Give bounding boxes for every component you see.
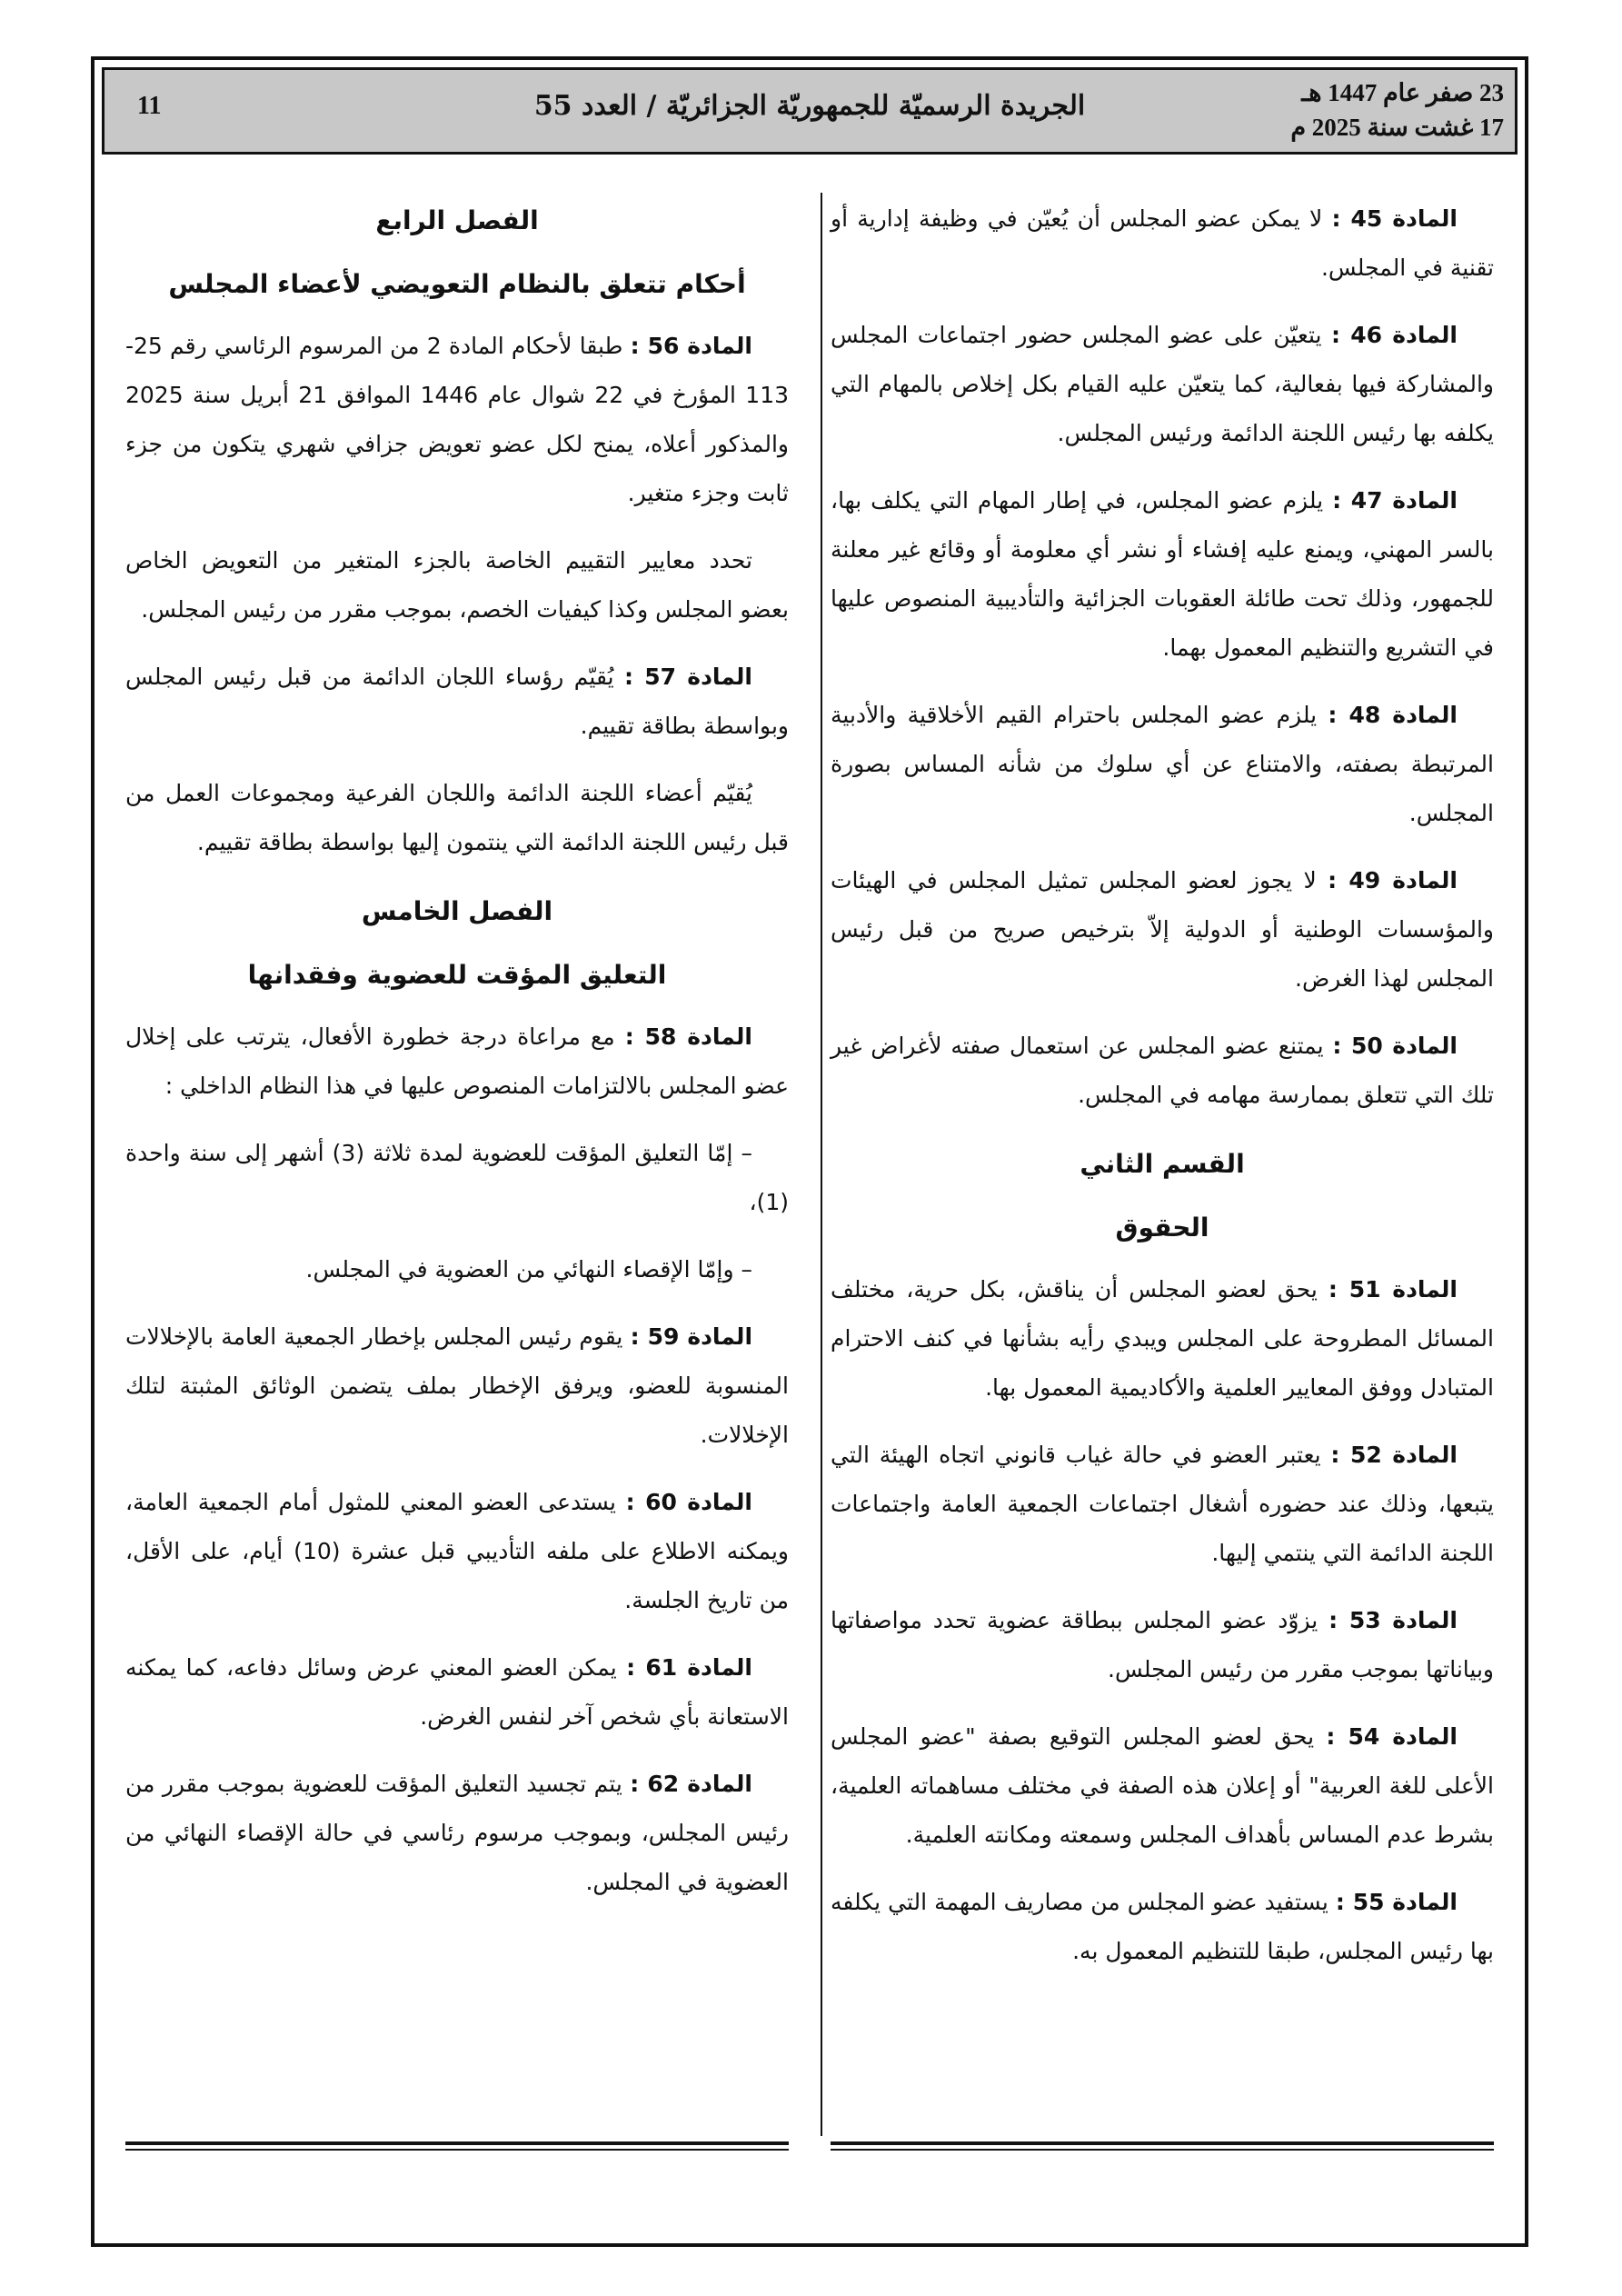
paragraph <box>125 1245 789 1294</box>
article-text: يحق لعضو المجلس التوقيع بصفة "عضو المجلس الأعلى للغة العربية" أو إعلان هذه الصفة في مختلف مساهماته العلمية، بشرط عدم المساس بأهداف المجلس وسمعته ومكانته العلمية. <box>831 1723 1494 1848</box>
section-heading: أحكام تتعلق بالنظام التعويضي لأعضاء المجلس <box>168 269 746 299</box>
article-paragraph <box>125 653 789 751</box>
article-text: يعتبر العضو في حالة غياب قانوني اتجاه الهيئة التي يتبعها، وذلك عند حضوره أشغال اجتماعات الجمعية العامة واجتماعات اللجنة الدائمة التي ينتمي إليها. <box>831 1442 1494 1566</box>
article-paragraph <box>125 1760 789 1907</box>
right-column-end-rule-thin <box>831 2149 1494 2151</box>
article-paragraph <box>125 1643 789 1742</box>
article-text: يمكن العضو المعني عرض وسائل دفاعه، كما يمكنه الاستعانة بأي شخص آخر لنفس الغرض. <box>125 1654 789 1730</box>
article-label: المادة 59 : <box>630 1323 753 1350</box>
article-label: المادة 53 : <box>1328 1607 1458 1633</box>
date-hijri: 23 صفر عام 1447 هـ <box>1301 79 1504 106</box>
left-column-end-rule-thin <box>125 2149 789 2151</box>
article-text: طبقا لأحكام المادة 2 من المرسوم الرئاسي رقم 25-113 المؤرخ في 22 شوال عام 1446 الموافق 21 أبريل سنة 2025 والمذكور أعلاه، يمنح لكل عضو تعويض جزافي شهري يتكون من جزء ثابت وجزء متغير. <box>125 333 790 506</box>
paragraph <box>125 536 789 634</box>
article-paragraph <box>831 1265 1494 1413</box>
column-divider <box>821 193 822 2136</box>
article-label: المادة 45 : <box>1331 205 1458 232</box>
date-gregorian: 17 غشت سنة 2025 م <box>1290 114 1504 141</box>
article-text: يلزم عضو المجلس، في إطار المهام التي يكلف بها، بالسر المهني، ويمنع عليه إفشاء أو نشر أي معلومة أو وقائع غير معلنة للجمهور، وذلك تحت طائلة العقوبات الجزائية والتأديبية المنصوص عليها في التشريع والتنظيم المعمول بهما. <box>831 487 1494 661</box>
article-label: المادة 48 : <box>1328 702 1458 728</box>
article-label: المادة 54 : <box>1326 1723 1458 1750</box>
left-column-end-rule <box>125 2141 789 2145</box>
article-text: يزوّد عضو المجلس ببطاقة عضوية تحدد مواصفاتها وبياناتها بموجب مقرر من رئيس المجلس. <box>831 1607 1494 1682</box>
article-label: المادة 60 : <box>625 1489 753 1515</box>
article-paragraph <box>831 1596 1494 1694</box>
article-paragraph <box>831 691 1494 838</box>
article-text: مع مراعاة درجة خطورة الأفعال، يترتب على إخلال عضو المجلس بالالتزامات المنصوص عليها في هذا النظام الداخلي : <box>125 1023 789 1099</box>
article-text: – إمّا التعليق المؤقت للعضوية لمدة ثلاثة (3) أشهر إلى سنة واحدة (1)، <box>125 1140 789 1215</box>
gazette-header <box>102 67 1518 155</box>
article-paragraph <box>125 1013 789 1111</box>
article-text: – وإمّا الإقصاء النهائي من العضوية في المجلس. <box>305 1256 752 1283</box>
article-paragraph <box>831 1431 1494 1578</box>
left-column <box>125 195 789 1925</box>
article-text: يقوم رئيس المجلس بإخطار الجمعية العامة بالإخلالات المنسوبة للعضو، ويرفق الإخطار بملف يتضمن الوثائق المثبتة لتلك الإخلالات. <box>125 1323 789 1448</box>
article-text: يلزم عضو المجلس باحترام القيم الأخلاقية والأدبية المرتبطة بصفته، والامتناع عن أي سلوك من شأنه المساس بصورة المجلس. <box>831 702 1494 826</box>
article-label: المادة 49 : <box>1328 867 1458 893</box>
right-column-end-rule <box>831 2141 1494 2145</box>
article-text: تحدد معايير التقييم الخاصة بالجزء المتغير من التعويض الخاص بعضو المجلس وكذا كيفيات الخصم، بموجب مقرر من رئيس المجلس. <box>125 547 789 623</box>
article-paragraph <box>125 1478 789 1625</box>
article-label: المادة 62 : <box>630 1771 752 1797</box>
page-frame <box>91 56 1528 2247</box>
article-text: يتم تجسيد التعليق المؤقت للعضوية بموجب مقرر من رئيس المجلس، وبموجب مرسوم رئاسي في حالة الإقصاء النهائي من العضوية في المجلس. <box>125 1771 789 1895</box>
article-label: المادة 56 : <box>630 333 752 359</box>
article-paragraph <box>831 311 1494 458</box>
article-paragraph <box>831 1022 1494 1120</box>
article-label: المادة 50 : <box>1332 1033 1458 1059</box>
article-text: لا يجوز لعضو المجلس تمثيل المجلس في الهيئات والمؤسسات الوطنية أو الدولية إلاّ بترخيص صريح من قبل رئيس المجلس لهذا الغرض. <box>831 867 1494 992</box>
article-paragraph <box>831 1878 1494 1976</box>
section-heading: التعليق المؤقت للعضوية وفقدانها <box>247 960 667 990</box>
right-column <box>831 195 1494 1994</box>
article-label: المادة 51 : <box>1328 1276 1458 1303</box>
article-label: المادة 52 : <box>1330 1442 1458 1468</box>
section-heading: الفصل الرابع <box>375 205 539 235</box>
article-text: يستدعى العضو المعني للمثول أمام الجمعية العامة، ويمكنه الاطلاع على ملفه التأديبي قبل عشرة (10) أيام، على الأقل، من تاريخ الجلسة. <box>125 1489 789 1613</box>
article-paragraph <box>831 856 1494 1003</box>
article-label: المادة 55 : <box>1335 1889 1458 1915</box>
article-label: المادة 46 : <box>1330 322 1458 348</box>
article-text: يستفيد عضو المجلس من مصاريف المهمة التي يكلفه بها رئيس المجلس، طبقا للتنظيم المعمول به. <box>831 1889 1494 1964</box>
section-heading: الحقوق <box>1115 1213 1209 1243</box>
article-paragraph <box>831 476 1494 673</box>
article-text: يُقيّم أعضاء اللجنة الدائمة واللجان الفرعية ومجموعات العمل من قبل رئيس اللجنة الدائمة التي ينتمون إليها بواسطة بطاقة تقييم. <box>125 780 789 855</box>
section-heading: القسم الثاني <box>1080 1149 1245 1179</box>
article-text: يُقيّم رؤساء اللجان الدائمة من قبل رئيس المجلس وبواسطة بطاقة تقييم. <box>125 664 789 739</box>
article-label: المادة 57 : <box>624 664 753 690</box>
article-label: المادة 47 : <box>1332 487 1458 514</box>
section-heading: الفصل الخامس <box>361 896 553 926</box>
paragraph <box>125 769 789 867</box>
paragraph <box>125 1129 789 1227</box>
article-paragraph <box>125 322 789 518</box>
article-label: المادة 61 : <box>626 1654 752 1681</box>
article-text: يمتنع عضو المجلس عن استعمال صفته لأغراض غير تلك التي تتعلق بممارسة مهامه في المجلس. <box>831 1033 1494 1108</box>
article-paragraph <box>125 1313 789 1460</box>
article-text: يتعيّن على عضو المجلس حضور اجتماعات المجلس والمشاركة فيها بفعالية، كما يتعيّن عليه القيام بكل إخلاص بالمهام التي يكلفه بها رئيس اللجنة الدائمة ورئيس المجلس. <box>831 322 1494 446</box>
article-paragraph <box>831 195 1494 293</box>
article-paragraph <box>831 1712 1494 1860</box>
article-text: يحق لعضو المجلس أن يناقش، بكل حرية، مختلف المسائل المطروحة على المجلس ويبدي رأيه بشأنها في كنف الاحترام المتبادل ووفق المعايير العلمية والأكاديمية المعمول بها. <box>831 1276 1494 1401</box>
gazette-title: الجريدة الرسميّة للجمهوريّة الجزائريّة / العدد 55 <box>533 90 1086 122</box>
article-text: لا يمكن عضو المجلس أن يُعيّن في وظيفة إدارية أو تقنية في المجلس. <box>831 205 1494 281</box>
article-label: المادة 58 : <box>624 1023 752 1050</box>
page-number: 11 <box>137 92 162 120</box>
